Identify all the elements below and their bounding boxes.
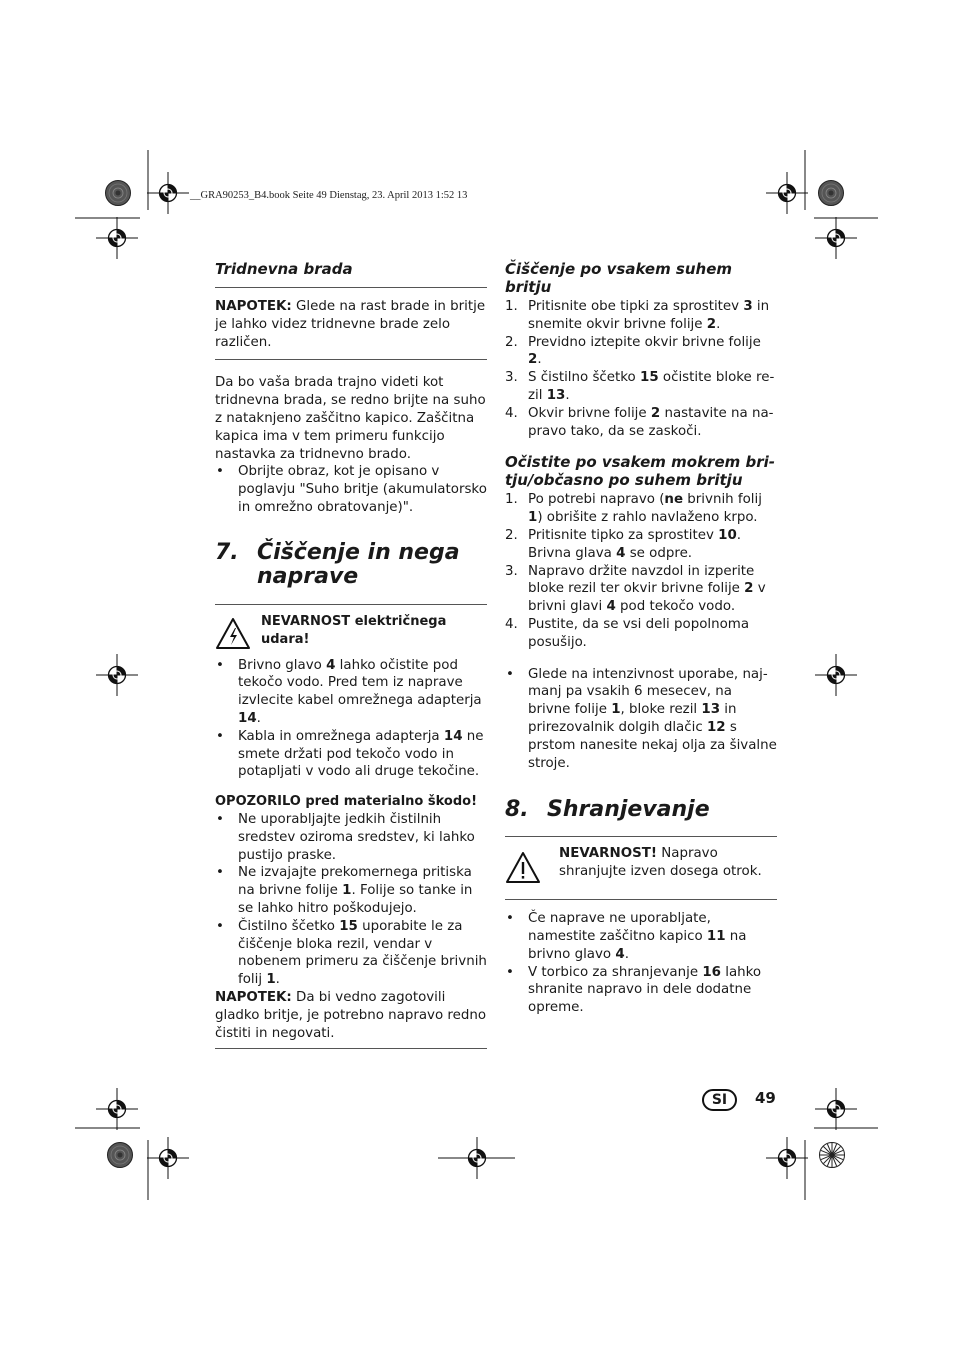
list-text: . (537, 352, 542, 368)
part-number: 12 (706, 719, 726, 735)
list-text: . Folije so tanke in se lahko hitro poškodujejo. (238, 883, 473, 916)
list-item: • Obrijte obraz, kot je opisano v poglavju "Suho britje (akumulatorsko in omrežno obratovanje)". (215, 463, 487, 516)
list-text: lahko očistite pod tekočo vodo. Pred tem iz naprave izvlecite kabel omrežnega adapterja (238, 657, 482, 709)
list-text: s prstom nanesite nekaj olja za šivalne stroje. (528, 719, 777, 771)
list-item (505, 964, 777, 1017)
note-label: NAPOTEK: (215, 299, 292, 314)
crosshair-registration-icon (147, 1137, 189, 1179)
print-color-wheel-icon (819, 181, 844, 206)
list-text: v brivni glavi (528, 581, 766, 615)
part-number: 15 (339, 918, 358, 934)
crosshair-registration-icon (96, 654, 138, 696)
step-number: 3. (505, 563, 518, 579)
part-number: 1 (342, 883, 352, 899)
list-item (505, 298, 777, 334)
list-text: . (275, 972, 280, 988)
divider (215, 1048, 487, 1049)
step-number: 4. (505, 616, 518, 632)
crosshair-registration-icon (96, 1088, 138, 1130)
part-number: 2 (744, 581, 754, 597)
list-text: S čistilno ščetko (528, 370, 640, 386)
bullet-list (505, 666, 777, 773)
list-item (505, 616, 777, 652)
list-text: Brivno glavo (238, 657, 327, 673)
step-number: 1. (505, 299, 518, 314)
print-color-wheel-icon (820, 1143, 845, 1168)
list-item (505, 527, 777, 563)
list-text: se odpre. (625, 545, 693, 561)
part-number: 4 (326, 657, 336, 673)
note-text: Glede na rast brade in britje je lahko videz tridnevne brade zelo različen. (215, 299, 486, 350)
numbered-list (505, 491, 777, 651)
part-number: 1 (611, 702, 621, 718)
list-text: Okvir brivne folije (528, 405, 651, 421)
print-color-wheel-icon (106, 181, 131, 206)
crosshair-registration-icon (766, 1137, 808, 1179)
list-text: . (624, 946, 629, 962)
danger-callout (215, 613, 487, 657)
list-text: Pustite, da se vsi deli popolnoma posušijo. (528, 616, 750, 650)
list-text: Kabla in omrežnega adapterja (238, 728, 444, 744)
danger-label: NEVARNOST! (559, 846, 657, 862)
part-number: 13 (546, 387, 566, 403)
divider (505, 836, 777, 837)
list-text: Če naprave ne uporabljate, namestite zaščitno kapico (528, 911, 711, 944)
print-color-wheel-icon (108, 1143, 133, 1168)
section-number: 8. (505, 797, 529, 823)
part-number: 4 (616, 545, 626, 561)
crosshair-registration-icon (147, 172, 189, 214)
list-text: , bloke rezil (620, 702, 702, 718)
part-number: 16 (702, 964, 721, 980)
list-text: nastavite na napravo tako, da se zaskoči. (528, 405, 774, 439)
part-number: 15 (640, 370, 659, 386)
part-number: 2 (650, 405, 661, 421)
list-item (505, 405, 777, 441)
body-paragraph: Da bo vaša brada trajno videti kot tridnevna brada, se redno brijte na suho z nataknjeno zaščitno kapico. Zaščitna kapica ima v tem primeru funkcijo nastavka za tridnevno brado. (215, 375, 486, 462)
divider (505, 899, 777, 900)
section-subheading: Očistite po vsakem mokrem britju/občasno po suhem britju (505, 453, 775, 490)
section-subheading: Tridnevna brada (215, 260, 353, 278)
part-number: 10 (718, 527, 737, 543)
step-number: 3. (505, 370, 518, 386)
list-text: Po potrebi napravo ( (528, 492, 665, 508)
part-number: 3 (743, 299, 753, 314)
danger-title: NEVARNOST električnega udara! (261, 613, 447, 647)
step-number: 2. (505, 334, 518, 350)
note-paragraph (215, 989, 487, 1042)
page-number: 49 (755, 1089, 776, 1107)
part-number: 4 (615, 946, 625, 962)
part-number: 4 (606, 599, 616, 615)
section-heading (505, 798, 777, 822)
list-text: in prirezovalnik dolgih dlačic (528, 702, 737, 735)
part-number: 1 (528, 510, 538, 526)
part-number: 13 (701, 702, 721, 718)
list-item (505, 334, 777, 370)
step-number: 2. (505, 527, 518, 543)
list-item (505, 910, 777, 963)
crosshair-registration-icon (815, 654, 857, 696)
list-text: brivnih folij (683, 492, 762, 508)
list-text: na brivno glavo (528, 928, 747, 962)
list-text: Ne uporabljajte jedkih čistilnih sredstev oziroma sredstev, ki lahko pustijo praske. (238, 811, 475, 863)
note-text: Da bi vedno zagotovili gladko britje, je potrebno napravo redno čistiti in negovati. (215, 989, 487, 1041)
note-paragraph (215, 298, 487, 351)
bullet-list (215, 657, 487, 782)
list-text: Ne izvajajte prekomernega pritiska na brivne folije (238, 865, 472, 899)
list-text: . (256, 710, 261, 726)
list-text: uporabite le za čiščenje bloka rezil, vendar v nobenem primeru za čiščenje brivnih folij (238, 918, 487, 988)
list-text: Čistilno ščetko (238, 918, 340, 934)
list-text: Previdno iztepite okvir brivne folije (528, 334, 761, 350)
list-item (215, 811, 487, 864)
crosshair-registration-icon (815, 1088, 857, 1130)
list-item (505, 563, 777, 616)
note-label: NAPOTEK: (215, 989, 292, 1005)
list-text: . (565, 387, 570, 403)
electric-shock-warning-icon (215, 613, 261, 657)
list-item (505, 666, 777, 773)
crosshair-registration-icon (815, 217, 857, 259)
print-file-header: __GRA90253_B4.book Seite 49 Dienstag, 23. April 2013 1:52 13 (190, 190, 468, 201)
list-text: ne smete držati pod tekočo vodo in potapljati v vodo ali druge tekočine. (238, 728, 484, 780)
bullet-list (215, 463, 487, 516)
part-number: 2 (706, 316, 717, 332)
danger-callout (505, 845, 777, 891)
danger-text (559, 845, 777, 891)
list-item (505, 491, 777, 527)
right-column (505, 260, 777, 1017)
exclamation-warning-icon (505, 845, 559, 891)
list-text: pod tekočo vodo. (615, 599, 736, 615)
language-badge: SI (702, 1089, 737, 1111)
list-text: Glede na intenzivnost uporabe, najmanj pa vsakih 6 mesecev, na brivne folije (528, 666, 768, 718)
list-text: očistite bloke rezil (528, 370, 775, 403)
list-text: ) obrišite z rahlo navlaženo krpo. (537, 510, 758, 526)
part-number: 14 (443, 728, 463, 744)
section-title: Shranjevanje (547, 797, 710, 823)
section-number: 7. (215, 539, 239, 565)
list-text: Pritisnite tipko za sprostitev (528, 527, 719, 543)
left-column (215, 260, 487, 1049)
list-text: lahko shranite napravo in dele dodatne opreme. (528, 964, 762, 1016)
crosshair-registration-icon (96, 217, 138, 259)
list-text: Pritisnite obe tipki za sprostitev (528, 299, 744, 314)
part-number: ne (664, 492, 684, 508)
warning-title: OPOZORILO pred materialno škodo! (215, 794, 478, 810)
list-text: . (716, 316, 721, 332)
bullet-list (215, 811, 487, 989)
numbered-list (505, 298, 777, 440)
divider (215, 287, 487, 288)
divider (215, 604, 487, 605)
list-text: V torbico za shranjevanje (528, 964, 703, 980)
list-text: in snemite okvir brivne folije (528, 299, 770, 332)
section-heading (215, 541, 487, 589)
crosshair-registration-icon (766, 172, 808, 214)
part-number: 14 (238, 710, 257, 726)
part-number: 1 (266, 972, 276, 988)
list-item (505, 369, 777, 405)
list-item (215, 918, 487, 989)
step-number: 4. (505, 405, 518, 421)
section-title: Čiščenje in nega naprave (257, 539, 460, 589)
list-text: . Brivna glava (528, 527, 742, 561)
step-number: 1. (505, 492, 518, 508)
list-item (215, 728, 487, 781)
part-number: 2 (528, 352, 538, 368)
crosshair-registration-icon (438, 1137, 515, 1179)
section-subheading: Čiščenje po vsakem suhem britju (505, 260, 733, 296)
list-text: Napravo držite navzdol in izperite bloke rezil ter okvir brivne folije (528, 563, 755, 597)
list-item (215, 864, 487, 917)
divider (215, 359, 487, 360)
part-number: 11 (706, 928, 726, 944)
list-item (215, 657, 487, 728)
danger-body: Napravo shranjujte izven dosega otrok. (559, 846, 762, 880)
bullet-list (505, 910, 777, 1017)
